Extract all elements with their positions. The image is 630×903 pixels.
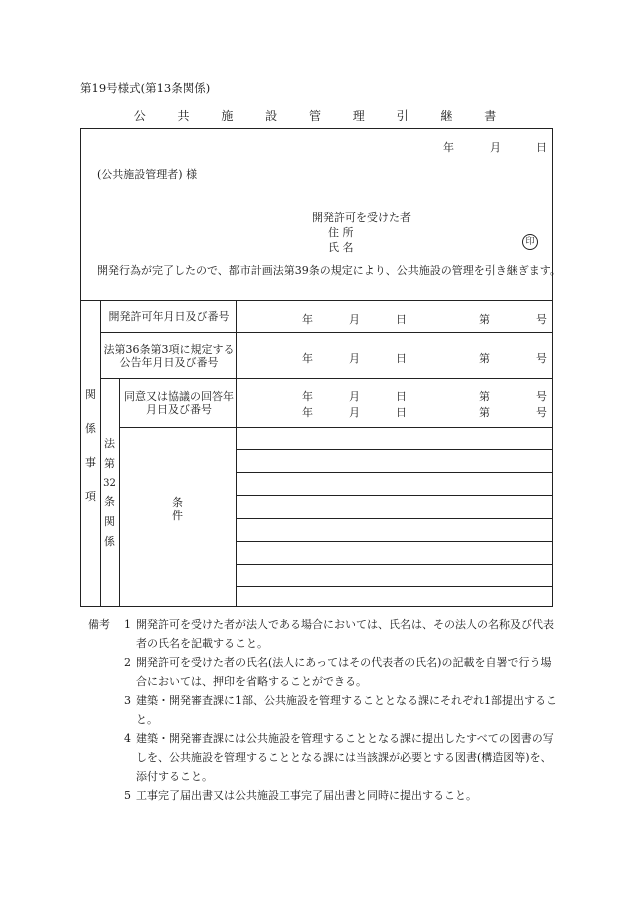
- note-number: 4: [124, 732, 131, 745]
- row2-number-suffix: 号: [536, 352, 547, 365]
- date-day-label: 日: [536, 141, 547, 154]
- form-box: [80, 128, 561, 607]
- notes-label: 備考: [88, 618, 110, 631]
- public-notice-date-number-label: 法第36条第3項に規定する公告年月日及び番号: [103, 342, 235, 369]
- row1-year: 年: [302, 313, 313, 326]
- row3a-day: 日: [396, 390, 407, 403]
- related-items-label: 関 係 事 項: [85, 388, 96, 503]
- note-text: 開発許可を受けた者が法人である場合においては、氏名は、その法人の名称及び代表者の氏名を記載すること。: [136, 618, 554, 650]
- row2-day: 日: [396, 352, 407, 365]
- note-text: 開発許可を受けた者の氏名(法人にあってはその代表者の氏名)の記載を自署で行う場合においては、押印を省略することができる。: [136, 656, 552, 688]
- row2-month: 月: [349, 352, 360, 365]
- row1-day: 日: [396, 313, 407, 326]
- note-number: 1: [124, 618, 131, 631]
- row3a-number-prefix: 第: [479, 390, 490, 403]
- notes-section: [88, 615, 558, 805]
- row3a-number-suffix: 号: [536, 390, 547, 403]
- row3b-number-suffix: 号: [536, 406, 547, 419]
- note-number: 5: [124, 789, 131, 802]
- note-text: 建築・開発審査課には公共施設を管理することとなる課に提出したすべての図書の写しを、公共施設を管理することとなる課には当該課が必要とする図書(構造図等)を、添付すること。: [136, 732, 554, 783]
- details-table: [81, 300, 552, 606]
- note-number: 2: [124, 656, 131, 669]
- note-item: [88, 653, 558, 691]
- applicant-name-label: 氏 名: [328, 241, 354, 254]
- seal-mark: 印: [522, 234, 538, 250]
- document-title: 公 共 施 設 管 理 引 継 書: [133, 109, 511, 123]
- permit-date-number-label: 開発許可年月日及び番号: [108, 310, 230, 323]
- row1-number-suffix: 号: [536, 313, 547, 326]
- date-year-label: 年: [443, 141, 454, 154]
- note-item: [88, 691, 558, 729]
- row1-number-prefix: 第: [479, 313, 490, 326]
- consent-reply-date-number-label: 同意又は協議の回答年月日及び番号: [124, 390, 234, 416]
- date-month-label: 月: [490, 141, 501, 154]
- statement-text: 開発行為が完了したので、都市計画法第39条の規定により、公共施設の管理を引き継ぎます。: [97, 264, 561, 277]
- applicant-heading: 開発許可を受けた者: [312, 211, 411, 224]
- row3b-day: 日: [396, 406, 407, 419]
- row2-year: 年: [302, 352, 313, 365]
- row3b-number-prefix: 第: [479, 406, 490, 419]
- note-number: 3: [124, 694, 131, 707]
- form-number: 第19号様式(第13条関係): [80, 81, 211, 95]
- row1-month: 月: [349, 313, 360, 326]
- note-item: [88, 786, 558, 805]
- note-text: 建築・開発審査課に1部、公共施設を管理することとなる課にそれぞれ1部提出すること。: [136, 694, 557, 726]
- row3b-month: 月: [349, 406, 360, 419]
- applicant-address-label: 住 所: [328, 226, 354, 239]
- note-item: [88, 729, 558, 786]
- note-text: 工事完了届出書又は公共施設工事完了届出書と同時に提出すること。: [136, 789, 477, 802]
- row3a-month: 月: [349, 390, 360, 403]
- row3a-year: 年: [302, 390, 313, 403]
- row3b-year: 年: [302, 406, 313, 419]
- article-32-label: 法 第 32 条 関 係: [103, 437, 116, 548]
- conditions-label: 条 件: [172, 496, 213, 522]
- note-item: [88, 615, 558, 653]
- addressee: (公共施設管理者) 様: [97, 168, 198, 181]
- row2-number-prefix: 第: [479, 352, 490, 365]
